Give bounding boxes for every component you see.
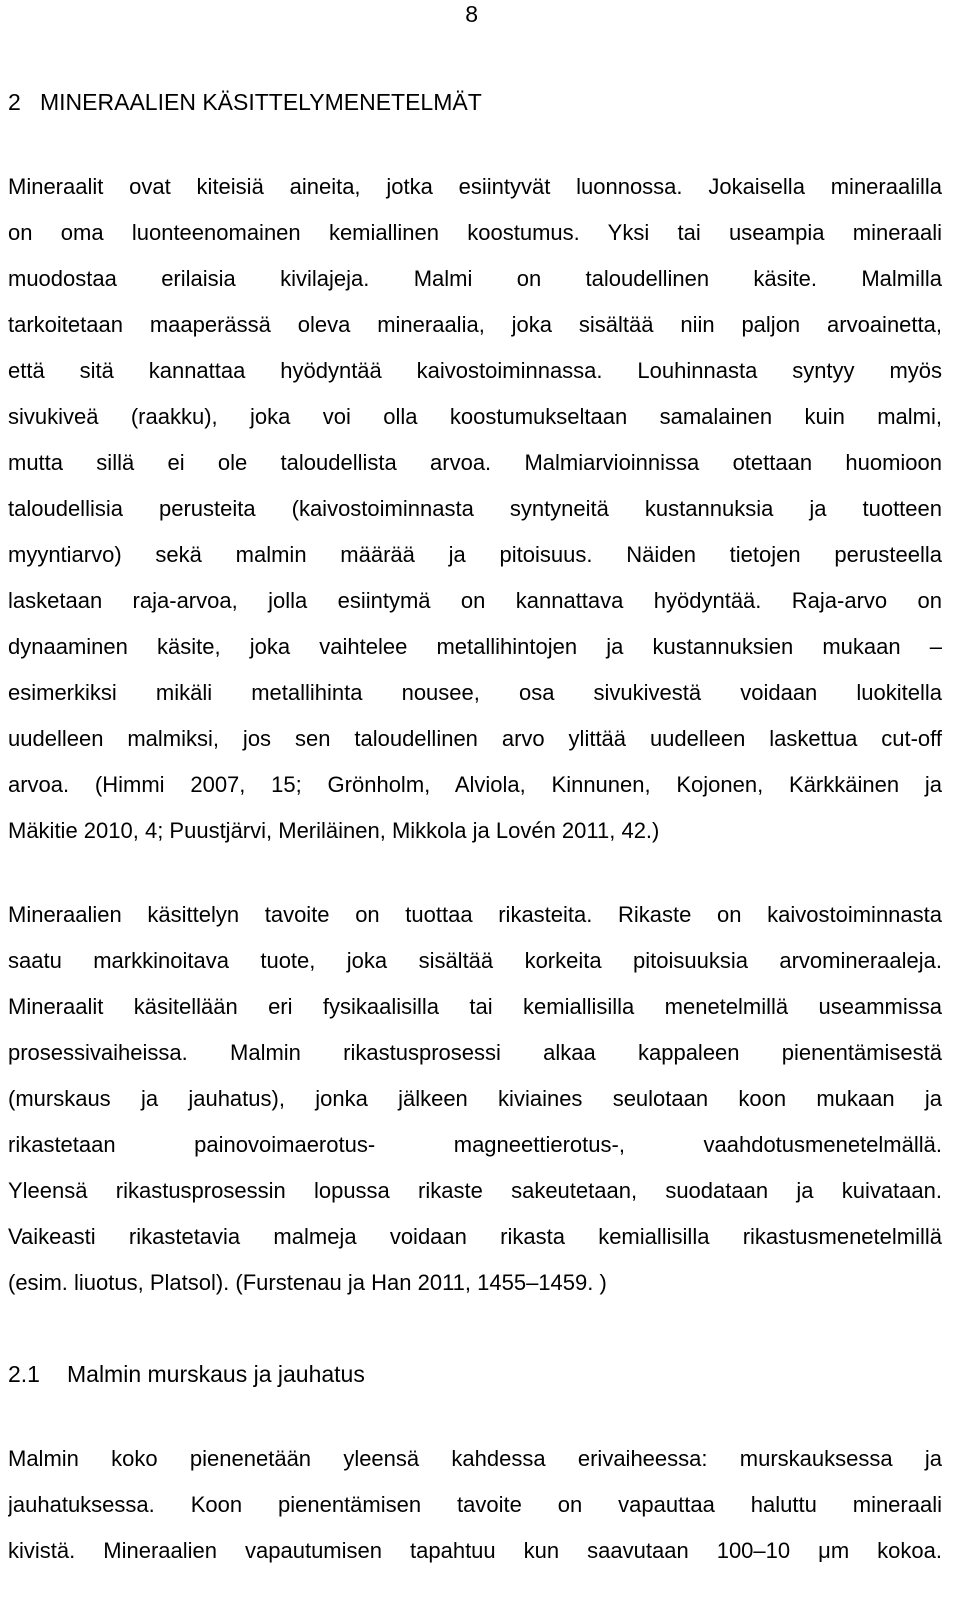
chapter-title: MINERAALIEN KÄSITTELYMENETELMÄT [40, 89, 482, 115]
paragraph-line: (murskaus ja jauhatus), jonka jälkeen kiviaines seulotaan koon mukaan ja [8, 1086, 942, 1111]
paragraph-line: Vaikeasti rikastetavia malmeja voidaan rikasta kemiallisilla rikastusmenetelmillä [8, 1224, 942, 1249]
paragraph-line: lasketaan raja-arvoa, jolla esiintymä on kannattava hyödyntää. Raja-arvo on [8, 588, 942, 613]
paragraph-mineral-intro [8, 168, 942, 858]
section-title: Malmin murskaus ja jauhatus [67, 1361, 365, 1387]
paragraph-line: kivistä. Mineraalien vapautumisen tapahtuu kun saavutaan 100–10 μm kokoa. [8, 1538, 942, 1563]
paragraph-line: saatu markkinoitava tuote, joka sisältää korkeita pitoisuuksia arvomineraaleja. [8, 948, 942, 973]
paragraph-line: esimerkiksi mikäli metallihinta nousee, osa sivukivestä voidaan luokitella [8, 680, 942, 705]
paragraph-crushing [8, 1440, 942, 1578]
paragraph-line: Yleensä rikastusprosessin lopussa rikaste sakeutetaan, suodataan ja kuivataan. [8, 1178, 942, 1203]
page-number: 8 [465, 1, 478, 27]
paragraph-line: taloudellisia perusteita (kaivostoiminnasta syntyneitä kustannuksia ja tuotteen [8, 496, 942, 521]
paragraph-line: Malmin koko pienenetään yleensä kahdessa erivaiheessa: murskauksessa ja [8, 1446, 942, 1471]
paragraph-line: että sitä kannattaa hyödyntää kaivostoiminnassa. Louhinnasta syntyy myös [8, 358, 942, 383]
chapter-heading [8, 88, 482, 116]
paragraph-line: myyntiarvo) sekä malmin määrää ja pitoisuus. Näiden tietojen perusteella [8, 542, 942, 567]
paragraph-line: sivukiveä (raakku), joka voi olla koostumukseltaan samalainen kuin malmi, [8, 404, 942, 429]
section-heading [8, 1360, 365, 1388]
paragraph-line: Mineraalien käsittelyn tavoite on tuottaa rikasteita. Rikaste on kaivostoiminnasta [8, 902, 942, 927]
paragraph-line: mutta sillä ei ole taloudellista arvoa. Malmiarvioinnissa otettaan huomioon [8, 450, 942, 475]
paragraph-line: uudelleen malmiksi, jos sen taloudellinen arvo ylittää uudelleen laskettua cut-off [8, 726, 942, 751]
paragraph-line: on oma luonteenomainen kemiallinen koostumus. Yksi tai useampia mineraali [8, 220, 942, 245]
paragraph-line: Mineraalit käsitellään eri fysikaalisilla tai kemiallisilla menetelmillä useammissa [8, 994, 942, 1019]
paragraph-line: arvoa. (Himmi 2007, 15; Grönholm, Alviola, Kinnunen, Kojonen, Kärkkäinen ja [8, 772, 942, 797]
paragraph-line: prosessivaiheissa. Malmin rikastusprosessi alkaa kappaleen pienentämisestä [8, 1040, 942, 1065]
paragraph-line: rikastetaan painovoimaerotus- magneettierotus-, vaahdotusmenetelmällä. [8, 1132, 942, 1157]
paragraph-line: tarkoitetaan maaperässä oleva mineraalia, joka sisältää niin paljon arvoainetta, [8, 312, 942, 337]
section-number: 2.1 [8, 1361, 40, 1387]
paragraph-line: Mineraalit ovat kiteisiä aineita, jotka esiintyvät luonnossa. Jokaisella mineraalilla [8, 174, 942, 199]
paragraph-processing [8, 896, 942, 1310]
paragraph-line: jauhatuksessa. Koon pienentämisen tavoite on vapauttaa haluttu mineraali [8, 1492, 942, 1517]
paragraph-line: dynaaminen käsite, joka vaihtelee metallihintojen ja kustannuksien mukaan – [8, 634, 942, 659]
paragraph-line: muodostaa erilaisia kivilajeja. Malmi on taloudellinen käsite. Malmilla [8, 266, 942, 291]
paragraph-line: (esim. liuotus, Platsol). (Furstenau ja Han 2011, 1455–1459. ) [8, 1270, 607, 1295]
paragraph-line: Mäkitie 2010, 4; Puustjärvi, Meriläinen, Mikkola ja Lovén 2011, 42.) [8, 818, 660, 843]
chapter-number: 2 [8, 89, 21, 115]
